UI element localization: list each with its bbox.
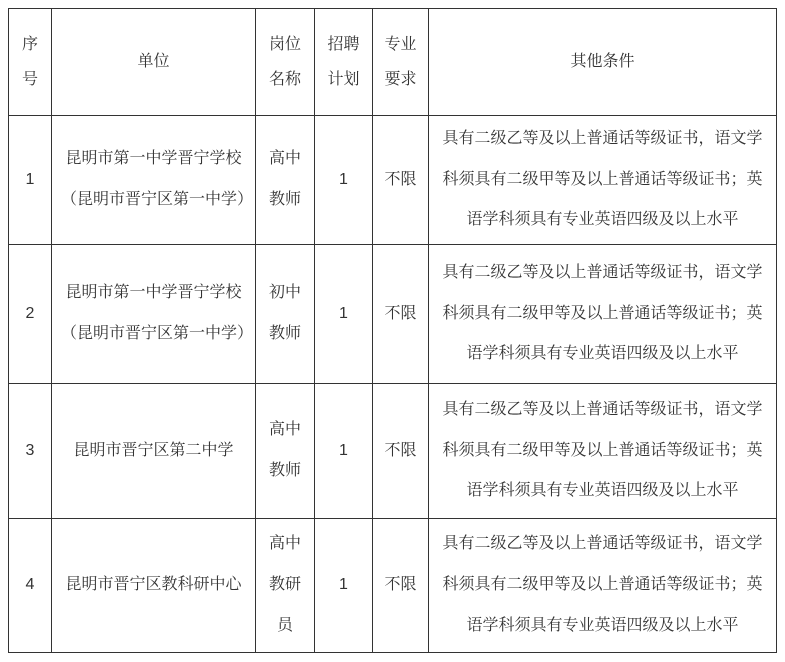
cell-position: 初中教师 [256, 245, 315, 384]
cell-other: 具有二级乙等及以上普通话等级证书，语文学科须具有二级甲等及以上普通话等级证书；英语学科须具有专业英语四级及以上水平 [429, 245, 777, 384]
cell-position: 高中教师 [256, 384, 315, 519]
cell-unit: 昆明市晋宁区第二中学 [52, 384, 256, 519]
cell-other: 具有二级乙等及以上普通话等级证书，语文学科须具有二级甲等及以上普通话等级证书；英语学科须具有专业英语四级及以上水平 [429, 384, 777, 519]
cell-seq: 2 [9, 245, 52, 384]
table-row [9, 519, 777, 653]
cell-unit: 昆明市晋宁区教科研中心 [52, 519, 256, 653]
cell-seq: 3 [9, 384, 52, 519]
cell-plan: 1 [315, 245, 373, 384]
recruitment-table [8, 8, 777, 653]
cell-major: 不限 [373, 116, 429, 245]
cell-seq: 4 [9, 519, 52, 653]
cell-major: 不限 [373, 384, 429, 519]
cell-unit: 昆明市第一中学晋宁学校（昆明市晋宁区第一中学） [52, 245, 256, 384]
cell-other: 具有二级乙等及以上普通话等级证书，语文学科须具有二级甲等及以上普通话等级证书；英语学科须具有专业英语四级及以上水平 [429, 519, 777, 653]
cell-seq: 1 [9, 116, 52, 245]
cell-plan: 1 [315, 384, 373, 519]
cell-position: 高中教师 [256, 116, 315, 245]
header-other: 其他条件 [429, 9, 777, 116]
header-position: 岗位名称 [256, 9, 315, 116]
table-row [9, 116, 777, 245]
header-seq: 序号 [9, 9, 52, 116]
table-row [9, 245, 777, 384]
cell-other: 具有二级乙等及以上普通话等级证书，语文学科须具有二级甲等及以上普通话等级证书；英语学科须具有专业英语四级及以上水平 [429, 116, 777, 245]
cell-plan: 1 [315, 116, 373, 245]
cell-major: 不限 [373, 245, 429, 384]
table-row [9, 384, 777, 519]
header-row [9, 9, 777, 116]
cell-plan: 1 [315, 519, 373, 653]
cell-position: 高中教研员 [256, 519, 315, 653]
cell-major: 不限 [373, 519, 429, 653]
header-unit: 单位 [52, 9, 256, 116]
header-major: 专业要求 [373, 9, 429, 116]
cell-unit: 昆明市第一中学晋宁学校（昆明市晋宁区第一中学） [52, 116, 256, 245]
header-plan: 招聘计划 [315, 9, 373, 116]
